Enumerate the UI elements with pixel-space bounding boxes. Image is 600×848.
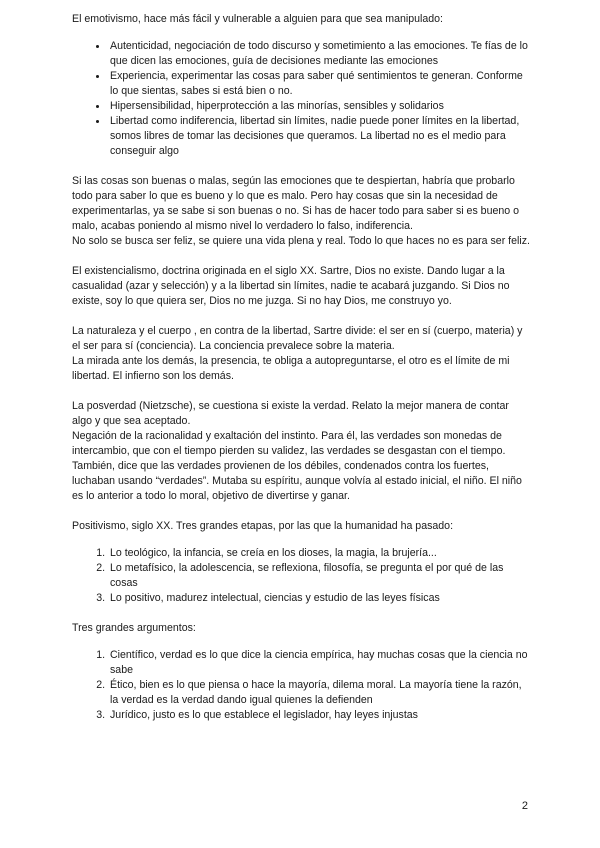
list-item: 2. Lo metafísico, la adolescencia, se reflexiona, filosofía, se pregunta el por qué de las cosas — [108, 561, 530, 591]
list-item: 3. Lo positivo, madurez intelectual, ciencias y estudio de las leyes físicas — [108, 591, 530, 606]
page-number: 2 — [521, 800, 528, 812]
list-item: 3. Jurídico, justo es lo que establece el legislador, hay leyes injustas — [108, 708, 530, 723]
naturaleza-paragraph: La naturaleza y el cuerpo , en contra de la libertad, Sartre divide: el ser en sí (cuerpo, materia) y el ser para sí (conciencia). La conciencia prevalece sobre la materia. — [72, 325, 523, 352]
posverdad-paragraph: La posverdad (Nietzsche), se cuestiona si existe la verdad. Relato la mejor manera de contar algo y que sea aceptado. — [72, 400, 509, 427]
existencialismo-paragraph: El existencialismo, doctrina originada en el siglo XX. Sartre, Dios no existe. Dando lugar a la casualidad (azar y selección) y a la libertad sin límites, nadie te acabará juzgando. Si Dios no existe, soy lo que quiera ser, Dios no me juzga. Si no hay Dios, me construyo yo. — [72, 265, 510, 307]
list-item: 2. Ético, bien es lo que piensa o hace la mayoría, dilema moral. La mayoría tiene la razón, la verdad es la verdad dando igual quienes la defienden — [108, 678, 530, 708]
positivismo-paragraph: Positivismo, siglo XX. Tres grandes etapas, por las que la humanidad ha pasado: — [72, 520, 454, 532]
argumentos-paragraph: Tres grandes argumentos: — [72, 622, 196, 634]
document-body — [72, 12, 530, 738]
mirada-paragraph: La mirada ante los demás, la presencia, te obliga a autopreguntarse, el otro es el límite de mi libertad. El infierno son los demás. — [72, 355, 510, 382]
feliz-paragraph: No solo se busca ser feliz, se quiere una vida plena y real. Todo lo que haces no es para ser feliz. — [72, 235, 530, 247]
list-item: • Libertad como indiferencia, libertad sin límites, nadie puede poner límites en la libertad, somos libres de tomar las decisiones que queramos. La libertad no es el medio para conseguir algo — [108, 114, 530, 159]
list-item: • Experiencia, experimentar las cosas para saber qué sentimientos te generan. Conforme lo que sientas, sabes si está bien o no. — [108, 69, 530, 99]
negacion-paragraph: Negación de la racionalidad y exaltación del instinto. Para él, las verdades son monedas de intercambio, que con el tiempo pierden su validez, las verdades se desgastan con el tiempo. También, dice que las verdades provienen de los débiles, condenados contra los fuertes, luchaban usando “verdades”. Mutaba su espíritu, aunque volvía al estado inicial, el niño. El niño es lo anterior a todo lo moral, objetivo de divertirse y ganar. — [72, 430, 522, 502]
list-item: • Autenticidad, negociación de todo discurso y sometimiento a las emociones. Te fías de lo que dicen las emociones, guía de decisiones mediante las emociones — [108, 39, 530, 69]
buenas-malas-paragraph: Si las cosas son buenas o malas, según las emociones que te despiertan, habría que probarlo todo para saber lo que es bueno y lo que es malo. Pero hay cosas que sin la necesidad de experimentarlas, ya se sabe si son buenas o no. Si has de hacer todo para saber si es bueno o malo, acabas poniendo al mismo nivel lo verdadero lo falso, indiferencia. — [72, 175, 519, 232]
list-item: 1. Lo teológico, la infancia, se creía en los dioses, la magia, la brujería... — [108, 546, 530, 561]
argumentos-list — [72, 648, 530, 723]
list-item: 1. Científico, verdad es lo que dice la ciencia empírica, hay muchas cosas que la ciencia no sabe — [108, 648, 530, 678]
etapas-list — [72, 546, 530, 606]
intro-paragraph: El emotivismo, hace más fácil y vulnerable a alguien para que sea manipulado: — [72, 13, 443, 25]
emotivismo-list — [72, 39, 530, 159]
list-item: • Hipersensibilidad, hiperprotección a las minorías, sensibles y solidarios — [108, 99, 530, 114]
